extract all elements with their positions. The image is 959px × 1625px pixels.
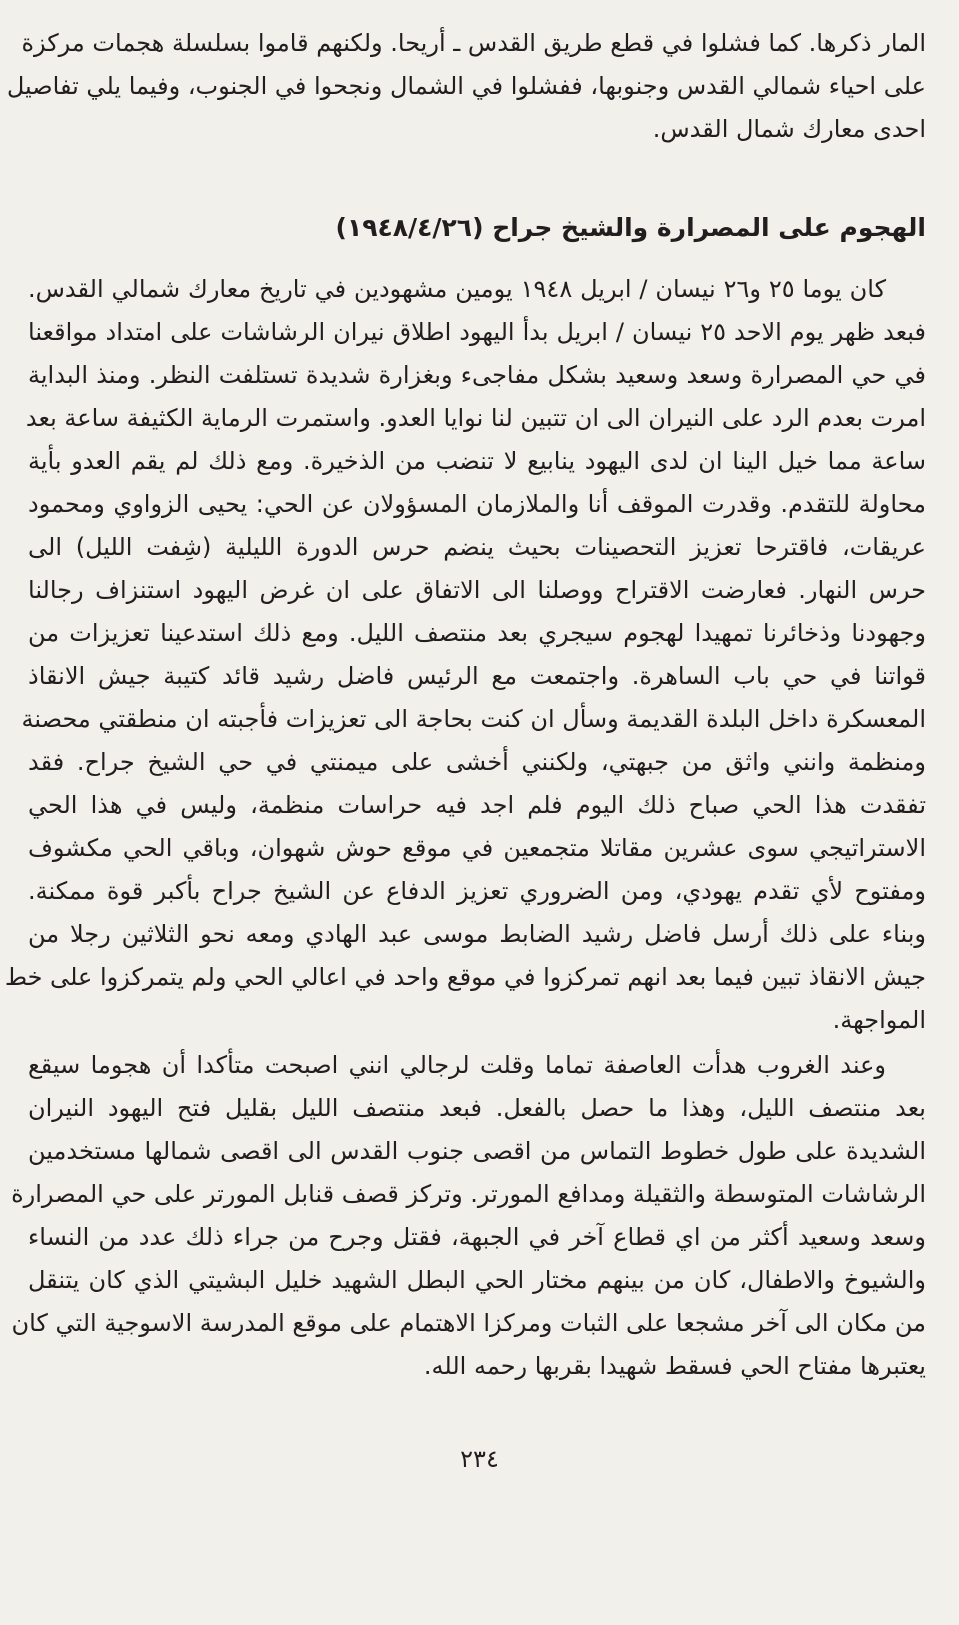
- text-line: يعتبرها مفتاح الحي فسقط شهيدا بقربها رحمه الله.: [423, 1352, 926, 1380]
- body-paragraph-2: [11, 1044, 926, 1388]
- text-line: وعند الغروب هدأت العاصفة تماما وقلت لرجالي انني اصبحت متأكدا أن هجوما سيقع: [28, 1051, 886, 1079]
- text-line: على احياء شمالي القدس وجنوبها، ففشلوا في الشمال ونجحوا في الجنوب، وفيما يلي تفاصيل: [6, 72, 926, 100]
- text-line: وبناء على ذلك أرسل فاضل رشيد الضابط موسى عبد الهادي ومعه نحو الثلاثين رجلا من: [28, 920, 926, 948]
- text-line: وجهودنا وذخائرنا تمهيدا لهجوم سيجري بعد منتصف الليل. ومع ذلك استدعينا تعزيزات من: [28, 619, 926, 647]
- page-number: ٢٣٤: [460, 1445, 499, 1473]
- text-line: امرت بعدم الرد على النيران الى ان تتبين لنا نوايا العدو. واستمرت الرماية الكثيفة ساعة بعد: [25, 404, 926, 432]
- text-line: جيش الانقاذ تبين فيما بعد انهم تمركزوا في موقع واحد في اعالي الحي ولم يتمركزوا على خط: [4, 963, 926, 991]
- text-line: تفقدت هذا الحي صباح ذلك اليوم فلم اجد فيه حراسات منظمة، وليس في هذا الحي: [28, 791, 926, 819]
- text-line: عريقات، فاقترحا تعزيز التحصينات بحيث ينضم حرس الدورة الليلية (شِفت الليل) الى: [28, 533, 926, 561]
- book-page: [4, 22, 926, 1390]
- text-line: المار ذكرها. كما فشلوا في قطع طريق القدس ـ أريحا. ولكنهم قاموا بسلسلة هجمات مركزة: [21, 29, 926, 57]
- text-line: محاولة للتقدم. وقدرت الموقف أنا والملازمان المسؤولان عن الحي: يحيى الزواوي ومحمود: [28, 490, 926, 518]
- text-line: المعسكرة داخل البلدة القديمة وسأل ان كنت بحاجة الى تعزيزات فأجبته ان منطقتي محصنة: [21, 705, 926, 733]
- text-line: قواتنا في حي باب الساهرة. واجتمعت مع الرئيس فاضل رشيد قائد كتيبة جيش الانقاذ: [28, 662, 926, 690]
- section-heading: الهجوم على المصرارة والشيخ جراح (١٩٤٨/٤/٢٦): [335, 213, 926, 242]
- text-line: ومفتوح لأي تقدم يهودي، ومن الضروري تعزيز الدفاع عن الشيخ جراح بأكبر قوة ممكنة.: [28, 877, 926, 905]
- text-line: المواجهة.: [832, 1006, 926, 1034]
- text-line: من مكان الى آخر مشجعا على الثبات ومركزا الاهتمام على موقع المدرسة الاسوجية التي كان: [11, 1309, 926, 1337]
- text-line: احدى معارك شمال القدس.: [652, 115, 926, 143]
- body-paragraph-1: [4, 268, 926, 1042]
- text-line: كان يوما ٢٥ و٢٦ نيسان / ابريل ١٩٤٨ يومين مشهودين في تاريخ معارك شمالي القدس.: [28, 275, 886, 303]
- intro-paragraph: [6, 22, 926, 151]
- text-line: الاستراتيجي سوى عشرين مقاتلا متجمعين في موقع حوش شهوان، وباقي الحي مكشوف: [28, 834, 926, 862]
- text-line: فبعد ظهر يوم الاحد ٢٥ نيسان / ابريل بدأ اليهود اطلاق نيران الرشاشات على امتداد مواقعنا: [28, 318, 926, 346]
- text-line: حرس النهار. فعارضت الاقتراح ووصلنا الى الاتفاق على ان غرض اليهود استنزاف رجالنا: [28, 576, 926, 604]
- text-line: والشيوخ والاطفال، كان من بينهم مختار الحي البطل الشهيد خليل البشيتي الذي كان يتنقل: [28, 1266, 926, 1294]
- text-line: الرشاشات المتوسطة والثقيلة ومدافع المورتر. وتركز قصف قنابل المورتر على حي المصرارة: [11, 1180, 926, 1208]
- text-line: الشديدة على طول خطوط التماس من اقصى جنوب القدس الى اقصى شمالها مستخدمين: [28, 1137, 926, 1165]
- text-line: وسعد وسعيد أكثر من اي قطاع آخر في الجبهة، فقتل وجرح من جراء ذلك عدد من النساء: [28, 1223, 926, 1251]
- text-line: ساعة مما خيل الينا ان لدى اليهود ينابيع لا تنضب من الذخيرة. ومع ذلك لم يقم العدو بأية: [28, 447, 926, 475]
- text-line: بعد منتصف الليل، وهذا ما حصل بالفعل. فبعد منتصف الليل بقليل فتح اليهود النيران: [28, 1094, 926, 1122]
- text-line: في حي المصرارة وسعد وسعيد بشكل مفاجىء وبغزارة شديدة تستلفت النظر. ومنذ البداية: [28, 361, 926, 389]
- text-line: ومنظمة وانني واثق من جبهتي، ولكنني أخشى على ميمنتي في حي الشيخ جراح. فقد: [28, 748, 926, 776]
